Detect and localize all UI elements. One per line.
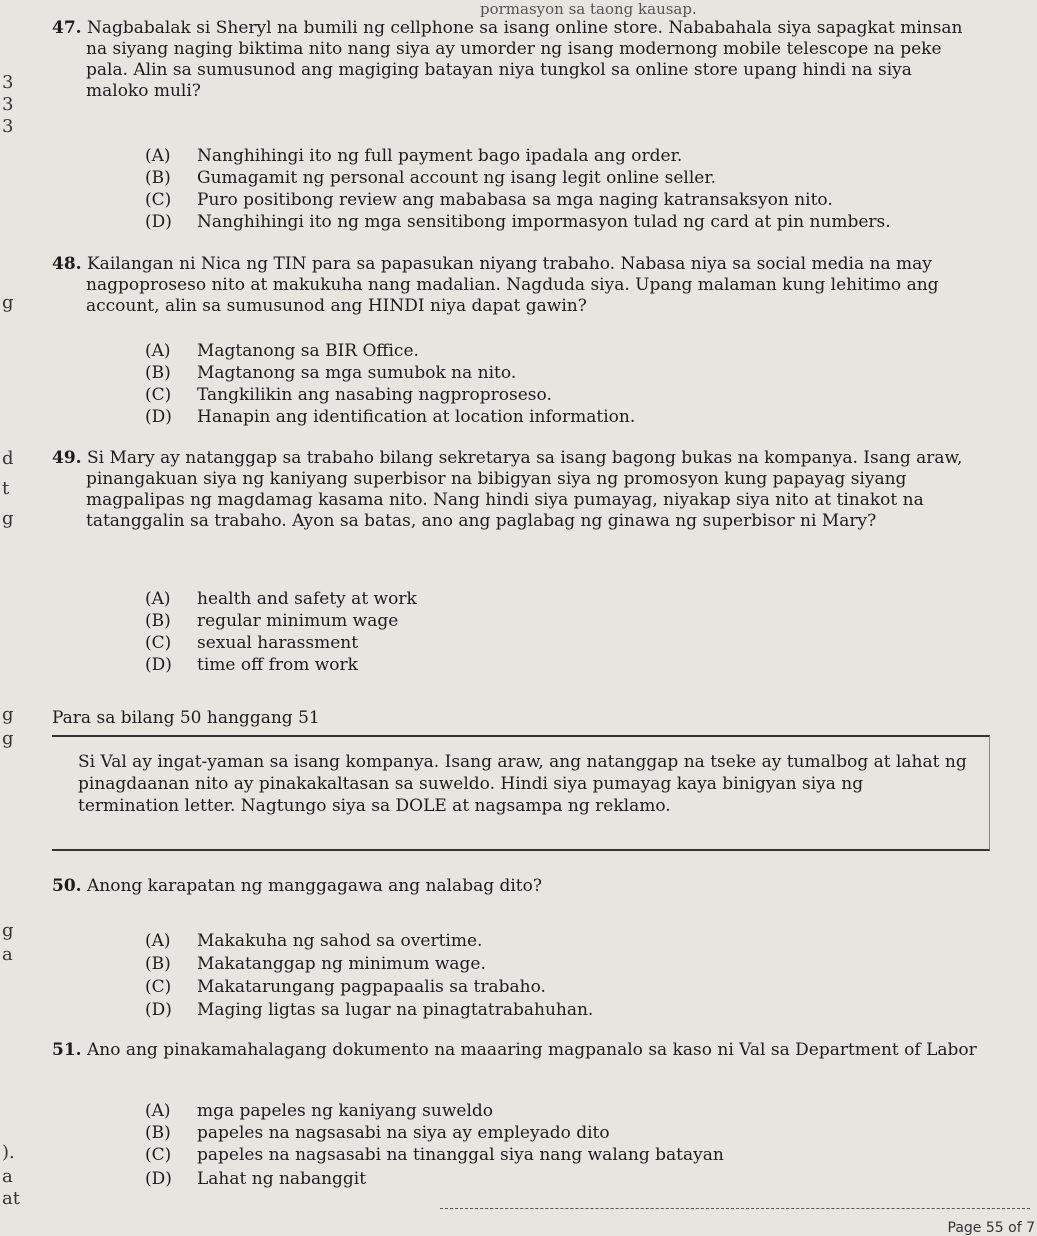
margin-mark: at [2,1188,20,1209]
question-51 [52,1040,1037,1061]
margin-mark: g [2,920,14,941]
option-letter: (A) [145,931,171,951]
option-letter: (B) [145,363,171,383]
option-text: Tangkilikin ang nasabing nagproproseso. [197,385,552,405]
option-51-a[interactable] [145,1100,493,1122]
option-48-c[interactable] [145,384,552,406]
option-48-a[interactable] [145,340,419,362]
option-text: health and safety at work [197,589,417,609]
margin-mark: g [2,508,14,529]
option-text: regular minimum wage [197,611,399,631]
option-letter: (C) [145,1145,172,1165]
margin-mark: a [2,1166,13,1187]
margin-mark: g [2,728,14,749]
option-text: papeles na nagsasabi na tinanggal siya nang walang batayan [197,1145,724,1165]
margin-mark: 3 [2,72,14,93]
option-text: Magtanong sa BIR Office. [197,341,419,361]
option-letter: (A) [145,341,171,361]
option-letter: (C) [145,977,172,997]
question-50 [52,876,972,897]
option-text: Hanapin ang identification at location information. [197,407,636,427]
question-number: 49. [52,448,82,468]
option-50-c[interactable] [145,976,546,998]
option-text: Puro positibong review ang mababasa sa mga naging katransaksyon nito. [197,190,833,210]
option-letter: (A) [145,1101,171,1121]
option-letter: (D) [145,212,172,232]
question-stem: Nagbabalak si Sheryl na bumili ng cellphone sa isang online store. Nababahala siya sapagkat minsan na siyang naging biktima nito nang siya ay umorder ng isang modernong mobile telescope na peke pala. Alin sa sumusunod ang magiging batayan niya tungkol sa online store upang hindi na siya maloko muli? [86,18,963,101]
option-text: Gumagamit ng personal account ng isang legit online seller. [197,168,716,188]
margin-mark: g [2,704,14,725]
option-47-d[interactable] [145,211,891,233]
option-letter: (A) [145,146,171,166]
question-48 [52,254,987,317]
option-letter: (B) [145,954,171,974]
option-50-d[interactable] [145,999,593,1021]
option-letter: (C) [145,190,172,210]
option-50-b[interactable] [145,953,486,975]
question-number: 48. [52,254,82,274]
question-number: 51. [52,1040,82,1060]
option-51-d[interactable] [145,1168,366,1190]
question-stem: Ano ang pinakamahalagang dokumento na maaaring magpanalo sa kaso ni Val sa Department of Labor [86,1040,977,1060]
option-text: Nanghihingi ito ng full payment bago ipadala ang order. [197,146,683,166]
option-47-b[interactable] [145,167,716,189]
margin-mark: 3 [2,116,14,137]
option-48-d[interactable] [145,406,635,428]
option-49-b[interactable] [145,610,398,632]
option-letter: (C) [145,633,172,653]
footer-divider [440,1208,1030,1209]
option-letter: (D) [145,1000,172,1020]
option-51-c[interactable] [145,1144,724,1166]
option-49-a[interactable] [145,588,417,610]
section-instruction: Para sa bilang 50 hanggang 51 [52,708,320,728]
margin-mark: g [2,292,14,313]
option-50-a[interactable] [145,930,482,952]
option-text: time off from work [197,655,358,675]
option-letter: (B) [145,168,171,188]
option-text: Makakuha ng sahod sa overtime. [197,931,483,951]
question-stem: Kailangan ni Nica ng TIN para sa papasukan niyang trabaho. Nabasa niya sa social media na may nagpoproseso nito at makukuha nang madalian. Nagduda siya. Upang malaman kung lehitimo ang account, alin sa sumusunod ang HINDI niya dapat gawin? [86,254,939,316]
option-47-c[interactable] [145,189,833,211]
option-text: mga papeles ng kaniyang suweldo [197,1101,493,1121]
margin-mark: 3 [2,94,14,115]
question-stem: Si Mary ay natanggap sa trabaho bilang sekretarya sa isang bagong bukas na kompanya. Isang araw, pinangakuan siya ng kaniyang superbisor na bibigyan siya ng promosyon kung papayag siyang magpalipas ng magdamag kasama nito. Nang hindi siya pumayag, niyakap siya nito at tinakot na tatanggalin sa trabaho. Ayon sa batas, ano ang paglabag ng ginawa ng superbisor ni Mary? [86,448,963,531]
option-49-c[interactable] [145,632,358,654]
option-51-b[interactable] [145,1122,610,1144]
page-number: Page 55 of 7 [947,1220,1035,1236]
question-number: 50. [52,876,82,896]
option-letter: (A) [145,589,171,609]
option-text: Makatarungang pagpapaalis sa trabaho. [197,977,546,997]
option-letter: (C) [145,385,172,405]
option-text: Makatanggap ng minimum wage. [197,954,486,974]
margin-mark: t [2,478,10,499]
option-text: Magtanong sa mga sumubok na nito. [197,363,517,383]
margin-mark: ). [2,1142,15,1163]
option-text: papeles na nagsasabi na siya ay empleyado dito [197,1123,610,1143]
option-letter: (D) [145,655,172,675]
option-letter: (B) [145,611,171,631]
option-text: sexual harassment [197,633,359,653]
question-49 [52,448,997,532]
question-number: 47. [52,18,82,38]
option-48-b[interactable] [145,362,516,384]
margin-mark: a [2,944,13,965]
option-47-a[interactable] [145,145,682,167]
question-47 [52,18,967,102]
option-49-d[interactable] [145,654,358,676]
question-stem: Anong karapatan ng manggagawa ang nalabag dito? [86,876,542,896]
option-letter: (D) [145,407,172,427]
option-letter: (D) [145,1169,172,1189]
option-text: Maging ligtas sa lugar na pinagtatrabahuhan. [197,1000,594,1020]
option-letter: (B) [145,1123,171,1143]
option-text: Nanghihingi ito ng mga sensitibong impormasyon tulad ng card at pin numbers. [197,212,891,232]
margin-mark: d [2,448,14,469]
passage-text: Si Val ay ingat-yaman sa isang kompanya. Isang araw, ang natanggap na tseke ay tumalbog at lahat ng pinagdaanan nito ay pinakakaltasan sa suweldo. Hindi siya pumayag kaya binigyan siya ng termination letter. Nagtungo siya sa DOLE at nagsampa ng reklamo. [78,752,967,816]
top-line-fragment: pormasyon sa taong kausap. [480,0,697,18]
option-text: Lahat ng nabanggit [197,1169,367,1189]
